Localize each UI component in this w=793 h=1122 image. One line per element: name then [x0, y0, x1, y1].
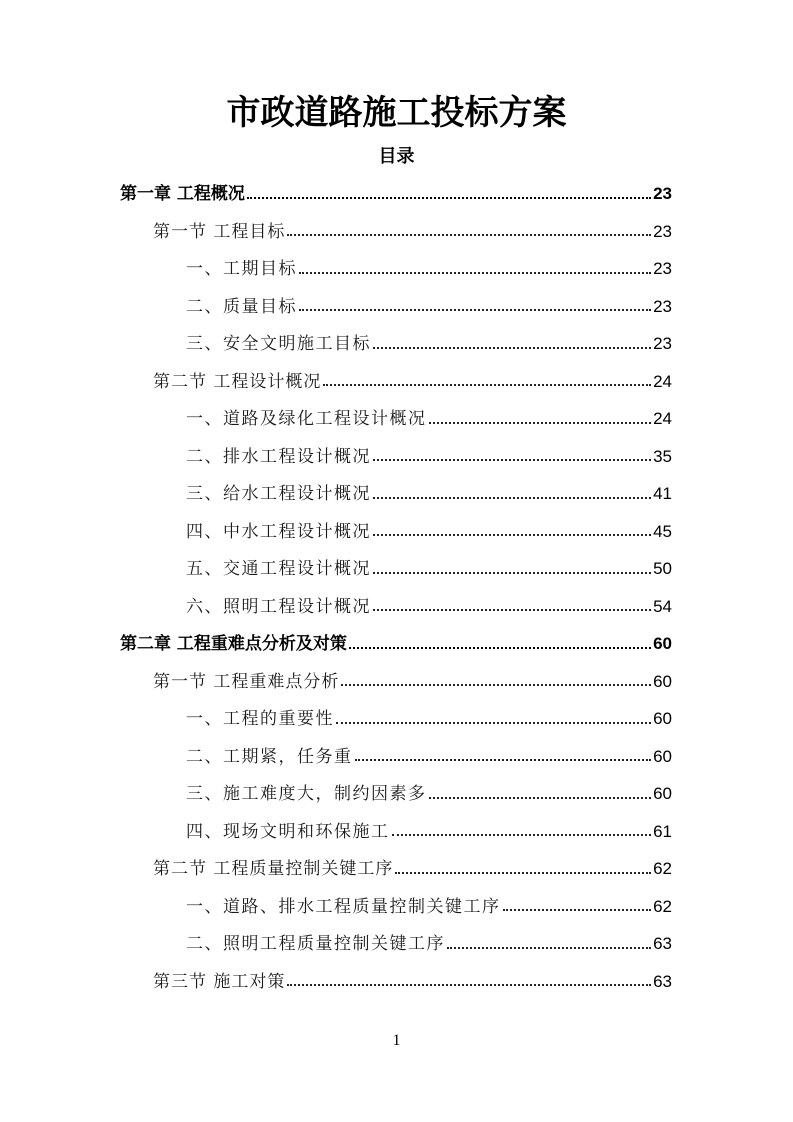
toc-entry-label: 第三节 施工对策 [153, 971, 286, 992]
toc-entry-label: 第二节 工程设计概况 [153, 371, 322, 392]
toc-entry-subsection[interactable] [120, 813, 672, 851]
toc-entry-label: 三、给水工程设计概况 [186, 484, 371, 504]
toc-entry-label: 三、施工难度大，制约因素多 [186, 784, 427, 804]
toc-entry-subsection[interactable] [120, 400, 672, 438]
toc-heading: 目录 [378, 146, 415, 167]
toc-entry-subsection[interactable] [120, 438, 672, 476]
dot-leader [392, 834, 652, 836]
toc-entry-label: 二、排水工程设计概况 [186, 446, 371, 467]
toc-entry-label: 一、工程的重要性 [186, 709, 334, 729]
toc-entry-page: 23 [653, 184, 672, 203]
dot-leader [429, 422, 652, 424]
toc-entry-section[interactable] [120, 850, 672, 888]
dot-leader [287, 984, 651, 986]
toc-entry-page: 60 [653, 671, 672, 691]
toc-entry-subsection[interactable] [120, 325, 672, 363]
toc-entry-page: 62 [653, 859, 672, 878]
dot-leader [349, 647, 651, 649]
dot-leader [247, 197, 651, 199]
toc-entry-section[interactable] [120, 363, 672, 401]
dot-leader [287, 234, 651, 236]
toc-entry-chapter[interactable] [120, 625, 672, 663]
table-of-contents [120, 175, 672, 1000]
toc-entry-page: 23 [653, 259, 672, 278]
toc-entry-subsection[interactable] [120, 775, 672, 813]
toc-entry-page: 41 [653, 484, 672, 503]
toc-entry-page: 60 [653, 709, 672, 728]
toc-entry-subsection[interactable] [120, 288, 672, 326]
toc-entry-subsection[interactable] [120, 888, 672, 926]
toc-entry-subsection[interactable] [120, 700, 672, 738]
toc-entry-section[interactable] [120, 663, 672, 701]
toc-entry-page: 23 [653, 296, 672, 316]
toc-entry-page: 45 [653, 521, 672, 541]
document-title: 市政道路施工投标方案 [226, 93, 567, 133]
dot-leader [373, 534, 651, 536]
toc-entry-chapter[interactable] [120, 175, 672, 213]
toc-entry-label: 二、质量目标 [186, 296, 297, 317]
toc-entry-label: 一、道路、排水工程质量控制关键工序 [186, 896, 501, 917]
dot-leader [447, 947, 651, 949]
toc-entry-page: 60 [653, 784, 672, 803]
toc-entry-label: 第二节 工程质量控制关键工序 [153, 859, 394, 879]
toc-entry-subsection[interactable] [120, 475, 672, 513]
page-number: 1 [392, 1032, 401, 1049]
dot-leader [336, 722, 651, 724]
toc-entry-subsection[interactable] [120, 925, 672, 963]
dot-leader [341, 684, 651, 686]
dot-leader [323, 384, 651, 386]
dot-leader [373, 609, 651, 611]
toc-entry-page: 61 [653, 821, 672, 841]
toc-entry-label: 三、安全文明施工目标 [186, 334, 371, 354]
toc-entry-subsection[interactable] [120, 513, 672, 551]
toc-entry-label: 二、工期紧，任务重 [186, 746, 353, 767]
dot-leader [429, 797, 652, 799]
toc-entry-page: 63 [653, 971, 672, 991]
toc-entry-page: 63 [653, 934, 672, 953]
toc-entry-label: 五、交通工程设计概况 [186, 559, 371, 579]
toc-entry-label: 二、照明工程质量控制关键工序 [186, 934, 445, 954]
toc-entry-section[interactable] [120, 963, 672, 1001]
dot-leader [373, 572, 651, 574]
toc-entry-page: 23 [653, 221, 672, 241]
toc-entry-page: 54 [653, 596, 672, 616]
toc-entry-label: 第二章 工程重难点分析及对策 [120, 634, 347, 654]
toc-entry-label: 六、照明工程设计概况 [186, 596, 371, 617]
toc-entry-page: 50 [653, 559, 672, 578]
toc-entry-subsection[interactable] [120, 738, 672, 776]
toc-entry-page: 60 [653, 746, 672, 766]
toc-entry-label: 第一章 工程概况 [120, 184, 245, 204]
dot-leader [373, 459, 651, 461]
dot-leader [395, 872, 651, 874]
toc-entry-label: 第一节 工程目标 [153, 221, 286, 242]
toc-entry-label: 四、中水工程设计概况 [186, 521, 371, 542]
dot-leader [299, 272, 651, 274]
dot-leader [355, 759, 652, 761]
toc-entry-page: 60 [653, 634, 672, 653]
toc-entry-label: 一、道路及绿化工程设计概况 [186, 409, 427, 429]
dot-leader [503, 909, 652, 911]
toc-entry-subsection[interactable] [120, 250, 672, 288]
dot-leader [373, 497, 651, 499]
toc-entry-page: 23 [653, 334, 672, 353]
toc-entry-section[interactable] [120, 213, 672, 251]
dot-leader [299, 309, 651, 311]
dot-leader [373, 347, 651, 349]
toc-entry-page: 62 [653, 896, 672, 916]
toc-entry-page: 24 [653, 371, 672, 391]
toc-entry-label: 四、现场文明和环保施工 [186, 821, 390, 842]
toc-entry-page: 35 [653, 446, 672, 466]
toc-entry-label: 一、工期目标 [186, 259, 297, 279]
toc-entry-subsection[interactable] [120, 588, 672, 626]
toc-entry-label: 第一节 工程重难点分析 [153, 671, 340, 692]
toc-entry-subsection[interactable] [120, 550, 672, 588]
toc-entry-page: 24 [653, 409, 672, 428]
